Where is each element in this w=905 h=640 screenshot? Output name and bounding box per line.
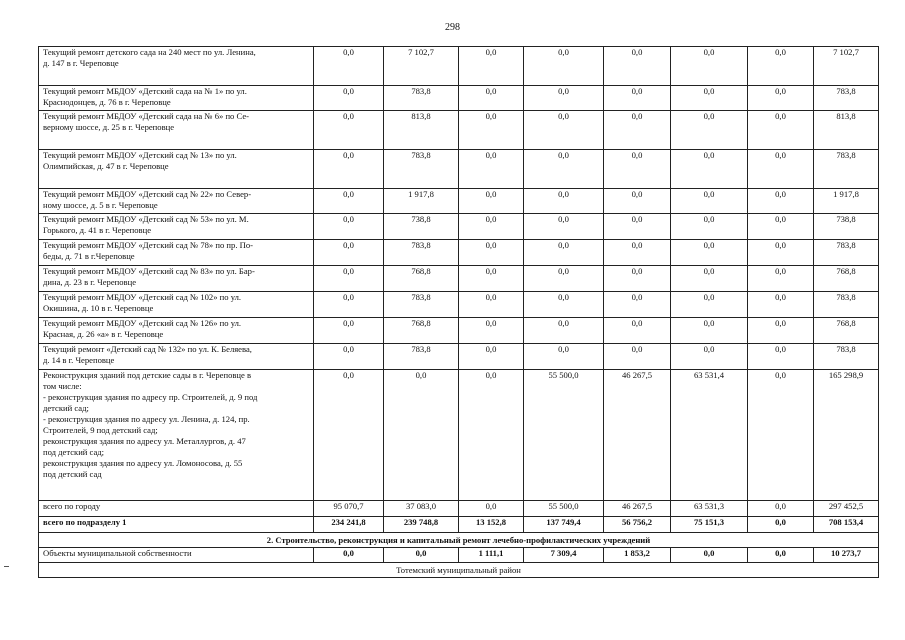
value-cell: 0,0 [671, 344, 748, 370]
value-cell: 0,0 [524, 318, 604, 344]
value-cell: 783,8 [814, 344, 879, 370]
subtotal-value-cell: 234 241,8 [314, 517, 384, 533]
value-cell: 0,0 [671, 47, 748, 86]
table-row [39, 292, 879, 318]
row-name-line: дина, д. 23 в г. Череповце [43, 277, 137, 287]
value-cell: 0,0 [748, 189, 814, 214]
municipal-value-cell: 7 309,4 [524, 548, 604, 563]
value-cell: 0,0 [459, 47, 524, 86]
value-cell: 63 531,3 [671, 501, 748, 517]
page-number: 298 [445, 22, 460, 33]
value-cell: 0,0 [604, 189, 671, 214]
value-cell: 0,0 [748, 111, 814, 150]
value-cell: 0,0 [524, 111, 604, 150]
value-cell: 0,0 [671, 150, 748, 189]
value-cell: 0,0 [671, 214, 748, 240]
value-cell: 0,0 [748, 266, 814, 292]
table-row [39, 86, 879, 111]
table-row [39, 150, 879, 189]
value-cell: 0,0 [459, 111, 524, 150]
value-cell: 0,0 [748, 150, 814, 189]
municipal-value-cell: 0,0 [314, 548, 384, 563]
value-cell: 783,8 [814, 240, 879, 266]
value-cell: 0,0 [314, 266, 384, 292]
value-cell: 165 298,9 [814, 370, 879, 501]
value-cell: 0,0 [459, 214, 524, 240]
value-cell: 0,0 [604, 214, 671, 240]
value-cell: 7 102,7 [814, 47, 879, 86]
value-cell: 0,0 [524, 47, 604, 86]
row-name-line: Краснодонцев, д. 76 в г. Череповце [43, 97, 171, 107]
margin-mark [4, 566, 9, 567]
value-cell: 0,0 [748, 240, 814, 266]
row-name-line: Текущий ремонт МБДОУ «Детский сада на № 1» по ул. [43, 86, 247, 96]
table-row [39, 111, 879, 150]
value-cell: 0,0 [314, 240, 384, 266]
row-name-line: Текущий ремонт «Детский сад № 132» по ул. К. Беляева, [43, 344, 252, 354]
value-cell: 0,0 [459, 189, 524, 214]
value-cell: 46 267,5 [604, 501, 671, 517]
value-cell: 63 531,4 [671, 370, 748, 501]
value-cell: 0,0 [524, 189, 604, 214]
row-name-line: Текущий ремонт детского сада на 240 мест по ул. Ленина, [43, 47, 256, 57]
value-cell: 783,8 [814, 150, 879, 189]
value-cell: 0,0 [524, 150, 604, 189]
value-cell: 0,0 [314, 344, 384, 370]
row-name-cell [39, 292, 314, 318]
value-cell: 0,0 [748, 214, 814, 240]
row-name-cell [39, 214, 314, 240]
value-cell: 768,8 [814, 318, 879, 344]
row-name-cell [39, 47, 314, 86]
municipal-row [39, 548, 879, 563]
table-row [39, 370, 879, 501]
row-name-line: реконструкция здания по адресу ул. Ломоносова, д. 55 [43, 458, 243, 468]
row-name-cell [39, 318, 314, 344]
value-cell: 55 500,0 [524, 501, 604, 517]
value-cell: 0,0 [314, 47, 384, 86]
row-name-line: - реконструкция здания по адресу ул. Ленина, д. 124, пр. [43, 414, 250, 424]
value-cell: 738,8 [384, 214, 459, 240]
row-name-line: под детский сад [43, 469, 102, 479]
row-name-line: под детский сад; [43, 447, 105, 457]
row-name-cell [39, 344, 314, 370]
value-cell: 0,0 [671, 266, 748, 292]
value-cell: 0,0 [604, 240, 671, 266]
value-cell: 0,0 [748, 501, 814, 517]
row-name-line: Текущий ремонт МБДОУ «Детский сада на № 6» по Се- [43, 111, 250, 121]
table-row [39, 240, 879, 266]
subtotal-label: всего по подразделу 1 [39, 517, 314, 533]
subtotal-value-cell: 239 748,8 [384, 517, 459, 533]
value-cell: 0,0 [459, 292, 524, 318]
row-name-cell [39, 150, 314, 189]
row-name-line: - реконструкция здания по адресу пр. Строителей, д. 9 под [43, 392, 258, 402]
row-name-cell [39, 266, 314, 292]
value-cell: 95 070,7 [314, 501, 384, 517]
value-cell: 37 083,0 [384, 501, 459, 517]
value-cell: 0,0 [314, 292, 384, 318]
row-name-cell [39, 501, 314, 517]
table-row [39, 344, 879, 370]
value-cell: 783,8 [814, 292, 879, 318]
value-cell: 783,8 [384, 240, 459, 266]
value-cell: 0,0 [459, 266, 524, 292]
subtotal-value-cell: 0,0 [748, 517, 814, 533]
value-cell: 0,0 [314, 86, 384, 111]
value-cell: 0,0 [671, 111, 748, 150]
value-cell: 0,0 [524, 214, 604, 240]
table-row [39, 266, 879, 292]
value-cell: 0,0 [671, 240, 748, 266]
row-name-cell [39, 111, 314, 150]
row-name-line: Горького, д. 41 в г. Череповце [43, 225, 152, 235]
table-row [39, 47, 879, 86]
value-cell: 297 452,5 [814, 501, 879, 517]
value-cell: 0,0 [671, 86, 748, 111]
section-heading-row [39, 533, 879, 548]
value-cell: 768,8 [384, 318, 459, 344]
row-name-line: Текущий ремонт МБДОУ «Детский сад № 78» по пр. По- [43, 240, 253, 250]
row-name-line: Текущий ремонт МБДОУ «Детский сад № 102» по ул. [43, 292, 242, 302]
value-cell: 0,0 [604, 318, 671, 344]
table-row [39, 214, 879, 240]
value-cell: 0,0 [604, 47, 671, 86]
value-cell: 783,8 [384, 86, 459, 111]
subtotal-value-cell: 137 749,4 [524, 517, 604, 533]
value-cell: 0,0 [459, 318, 524, 344]
budget-table [38, 46, 879, 578]
district-heading: Тотемский муниципальный район [39, 563, 879, 578]
row-name-line: д. 14 в г. Череповце [43, 355, 115, 365]
value-cell: 813,8 [814, 111, 879, 150]
value-cell: 0,0 [314, 214, 384, 240]
municipal-label: Объекты муниципальной собственности [39, 548, 314, 563]
value-cell: 0,0 [384, 370, 459, 501]
municipal-value-cell: 0,0 [671, 548, 748, 563]
value-cell: 7 102,7 [384, 47, 459, 86]
value-cell: 0,0 [748, 86, 814, 111]
value-cell: 0,0 [671, 189, 748, 214]
row-name-line: д. 147 в г. Череповце [43, 58, 119, 68]
value-cell: 0,0 [671, 292, 748, 318]
row-name-line: Текущий ремонт МБДОУ «Детский сад № 126» по ул. [43, 318, 242, 328]
municipal-value-cell: 10 273,7 [814, 548, 879, 563]
row-name-line: Текущий ремонт МБДОУ «Детский сад № 53» по ул. М. [43, 214, 249, 224]
value-cell: 0,0 [524, 240, 604, 266]
row-name-cell [39, 189, 314, 214]
value-cell: 768,8 [384, 266, 459, 292]
subtotal-value-cell: 56 756,2 [604, 517, 671, 533]
value-cell: 0,0 [604, 344, 671, 370]
row-name-line: ному шоссе, д. 5 в г. Череповце [43, 200, 158, 210]
value-cell: 0,0 [524, 344, 604, 370]
value-cell: 0,0 [604, 150, 671, 189]
row-name-line: детский сад; [43, 403, 89, 413]
value-cell: 0,0 [459, 501, 524, 517]
row-name-line: верному шоссе, д. 25 в г. Череповце [43, 122, 175, 132]
table-body [39, 47, 879, 578]
value-cell: 0,0 [524, 292, 604, 318]
table-row [39, 501, 879, 517]
value-cell: 0,0 [604, 86, 671, 111]
value-cell: 1 917,8 [814, 189, 879, 214]
value-cell: 0,0 [314, 318, 384, 344]
row-name-cell [39, 86, 314, 111]
district-heading-row [39, 563, 879, 578]
value-cell: 0,0 [604, 292, 671, 318]
municipal-value-cell: 0,0 [748, 548, 814, 563]
value-cell: 768,8 [814, 266, 879, 292]
value-cell: 0,0 [314, 111, 384, 150]
subtotal-value-cell: 13 152,8 [459, 517, 524, 533]
row-name-line: Текущий ремонт МБДОУ «Детский сад № 22» по Север- [43, 189, 252, 199]
value-cell: 55 500,0 [524, 370, 604, 501]
row-name-line: беды, д. 71 в г.Череповце [43, 251, 135, 261]
value-cell: 0,0 [748, 292, 814, 318]
row-name-line: Олимпийская, д. 47 в г. Череповце [43, 161, 169, 171]
row-name-line: Красная, д. 26 «а» в г. Череповце [43, 329, 164, 339]
subtotal-value-cell: 75 151,3 [671, 517, 748, 533]
row-name-line: Текущий ремонт МБДОУ «Детский сад № 13» по ул. [43, 150, 237, 160]
value-cell: 0,0 [748, 370, 814, 501]
value-cell: 0,0 [459, 370, 524, 501]
value-cell: 0,0 [748, 47, 814, 86]
row-name-line: том числе: [43, 381, 82, 391]
value-cell: 0,0 [459, 240, 524, 266]
row-name-line: Текущий ремонт МБДОУ «Детский сад № 83» по ул. Бар- [43, 266, 255, 276]
value-cell: 0,0 [314, 370, 384, 501]
value-cell: 0,0 [459, 86, 524, 111]
row-name-line: всего по городу [43, 501, 101, 511]
value-cell: 783,8 [384, 150, 459, 189]
subtotal-row [39, 517, 879, 533]
value-cell: 1 917,8 [384, 189, 459, 214]
value-cell: 0,0 [459, 344, 524, 370]
row-name-line: Реконструкция зданий под детские сады в г. Череповце в [43, 370, 252, 380]
value-cell: 0,0 [604, 111, 671, 150]
value-cell: 0,0 [748, 344, 814, 370]
municipal-value-cell: 0,0 [384, 548, 459, 563]
value-cell: 783,8 [814, 86, 879, 111]
value-cell: 783,8 [384, 292, 459, 318]
value-cell: 783,8 [384, 344, 459, 370]
value-cell: 0,0 [459, 150, 524, 189]
table-row [39, 189, 879, 214]
section-heading: 2. Строительство, реконструкция и капитальный ремонт лечебно-профилактических учреждений [39, 533, 879, 548]
value-cell: 0,0 [604, 266, 671, 292]
subtotal-value-cell: 708 153,4 [814, 517, 879, 533]
value-cell: 0,0 [314, 150, 384, 189]
municipal-value-cell: 1 111,1 [459, 548, 524, 563]
table-row [39, 318, 879, 344]
value-cell: 738,8 [814, 214, 879, 240]
row-name-line: Строителей, 9 под детский сад; [43, 425, 158, 435]
value-cell: 0,0 [524, 266, 604, 292]
municipal-value-cell: 1 853,2 [604, 548, 671, 563]
value-cell: 0,0 [524, 86, 604, 111]
row-name-line: Окишина, д. 10 в г. Череповце [43, 303, 154, 313]
value-cell: 0,0 [671, 318, 748, 344]
row-name-cell [39, 370, 314, 501]
value-cell: 0,0 [314, 189, 384, 214]
value-cell: 0,0 [748, 318, 814, 344]
row-name-line: реконструкция здания по адресу ул. Металлургов, д. 47 [43, 436, 246, 446]
row-name-cell [39, 240, 314, 266]
value-cell: 46 267,5 [604, 370, 671, 501]
value-cell: 813,8 [384, 111, 459, 150]
